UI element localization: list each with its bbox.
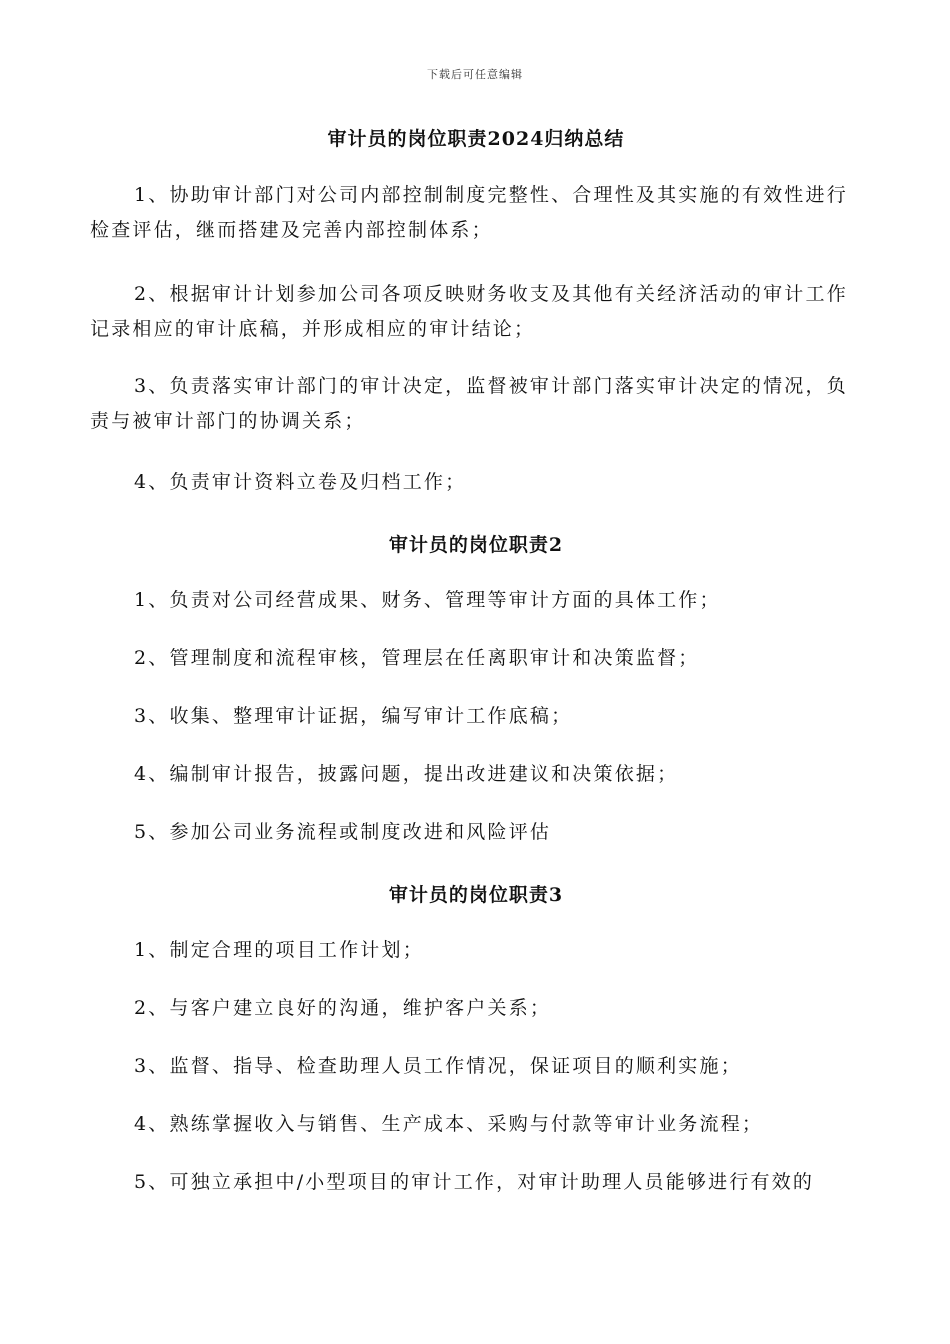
section-title-2: 审计员的岗位职责2 [388, 534, 564, 556]
section-3-item-2: 2、与客户建立良好的沟通，维护客户关系； [134, 997, 552, 1019]
section-2-item-2: 2、管理制度和流程审核，管理层在任离职审计和决策监督； [134, 647, 700, 669]
section-2-item-1: 1、负责对公司经营成果、财务、管理等审计方面的具体工作； [134, 589, 721, 611]
section-2-item-5: 5、参加公司业务流程或制度改进和风险评估 [134, 821, 552, 843]
section-3-item-5: 5、可独立承担中/小型项目的审计工作，对审计助理人员能够进行有效的 [134, 1171, 815, 1193]
section-2-item-3: 3、收集、整理审计证据，编写审计工作底稿； [134, 705, 573, 727]
section-3-item-4: 4、熟练掌握收入与销售、生产成本、采购与付款等审计业务流程； [134, 1113, 764, 1135]
section-1-item-2: 2、根据审计计划参加公司各项反映财务收支及其他有关经济活动的审计工作记录相应的审计底稿，并形成相应的审计结论； [90, 283, 848, 340]
page-header-note: 下载后可任意编辑 [427, 68, 523, 81]
section-2-item-4: 4、编制审计报告，披露问题，提出改进建议和决策依据； [134, 763, 679, 785]
section-title-3: 审计员的岗位职责3 [388, 884, 564, 906]
section-3-item-1: 1、制定合理的项目工作计划； [134, 939, 424, 961]
section-1-item-1: 1、协助审计部门对公司内部控制制度完整性、合理性及其实施的有效性进行检查评估，继而搭建及完善内部控制体系； [90, 184, 848, 241]
section-1-item-3: 3、负责落实审计部门的审计决定，监督被审计部门落实审计决定的情况，负责与被审计部门的协调关系； [90, 375, 848, 432]
section-1-item-4: 4、负责审计资料立卷及归档工作； [134, 471, 467, 493]
section-title-1: 审计员的岗位职责2024归纳总结 [327, 128, 625, 150]
section-3-item-3: 3、监督、指导、检查助理人员工作情况，保证项目的顺利实施； [134, 1055, 742, 1077]
